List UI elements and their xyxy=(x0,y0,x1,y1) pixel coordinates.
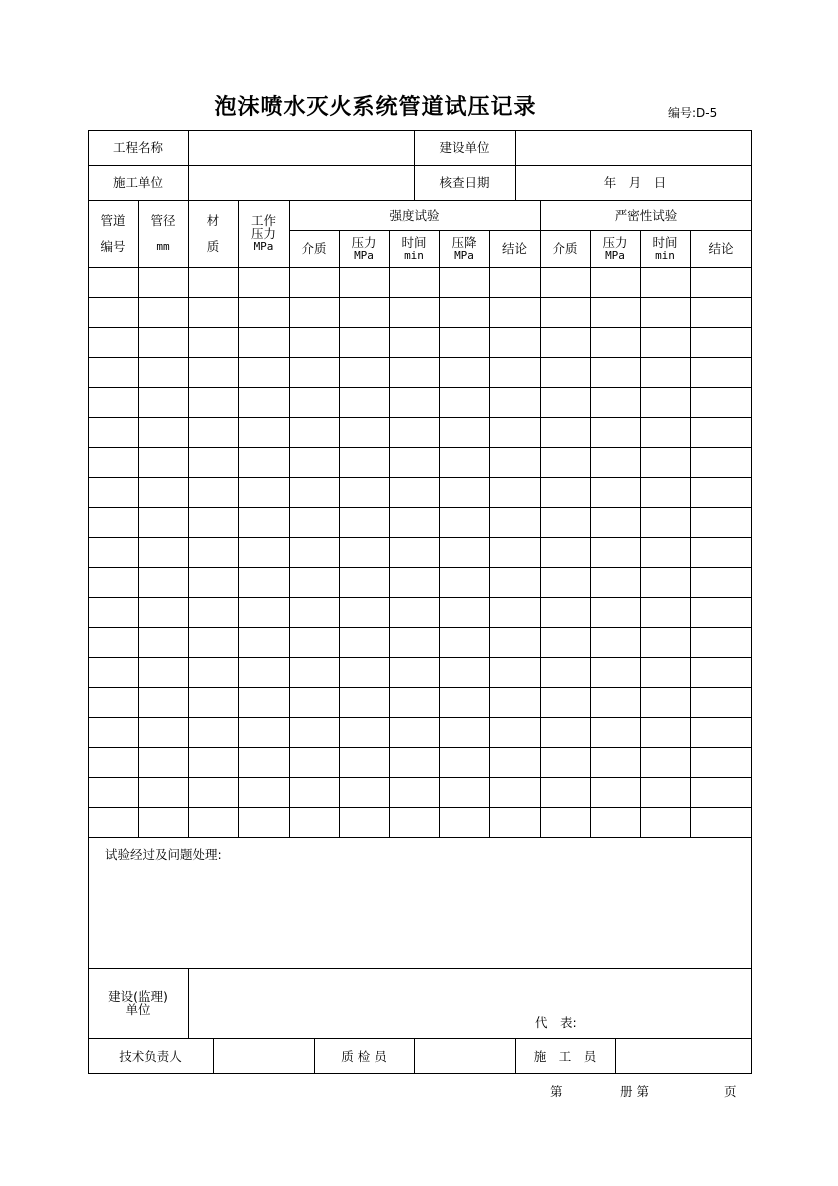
process-notes-label: 试验经过及问题处理: xyxy=(105,847,222,862)
col-divider xyxy=(489,230,490,837)
col-divider xyxy=(289,200,290,837)
strength-test-header: 强度试验 xyxy=(389,207,440,223)
strength-time-header-line2: min xyxy=(404,248,424,262)
tech-lead-signature[interactable] xyxy=(213,1038,314,1074)
col-divider xyxy=(590,230,591,837)
page-label: 页 xyxy=(724,1084,737,1099)
col-divider xyxy=(188,968,189,1038)
supervision-unit-label-line1: 建设(监理) xyxy=(108,989,168,1004)
volume-label-2: 册 第 xyxy=(620,1084,649,1099)
tech-lead-label: 技术负责人 xyxy=(119,1048,182,1064)
col-divider xyxy=(339,230,340,837)
inspector-label: 质 检 员 xyxy=(341,1048,387,1064)
strength-pressure-header-line1: 压力 xyxy=(351,234,377,250)
tightness-time-header xyxy=(640,230,690,267)
strength-pressure-header xyxy=(339,230,389,267)
worker-signature[interactable] xyxy=(615,1038,752,1074)
contractor-label: 施工单位 xyxy=(112,175,163,190)
worker-label: 施 工 员 xyxy=(533,1048,597,1064)
diameter-header xyxy=(138,200,188,267)
diameter-header-line2: mm xyxy=(156,239,170,253)
inspector-signature[interactable] xyxy=(414,1038,515,1074)
diameter-header-line1: 管径 xyxy=(150,212,176,228)
strength-conclusion-header: 结论 xyxy=(501,241,527,256)
supervision-unit-label-line2: 单位 xyxy=(125,1002,151,1017)
col-divider xyxy=(640,230,641,837)
strength-time-header xyxy=(389,230,439,267)
representative-signature-area[interactable] xyxy=(590,1008,745,1034)
col-divider xyxy=(238,200,239,837)
material-header-line1: 材 xyxy=(206,212,220,228)
project-name-value[interactable] xyxy=(188,130,414,165)
tightness-time-header-line2: min xyxy=(655,248,675,262)
strength-drop-header-line2: MPa xyxy=(454,248,474,262)
tightness-pressure-header xyxy=(590,230,640,267)
supervision-unit-label xyxy=(88,968,188,1038)
representative-label: 代 表: xyxy=(535,1015,577,1030)
volume-label-1: 第 xyxy=(550,1084,563,1099)
col-divider xyxy=(439,230,440,837)
work-pressure-header-line3: MPa xyxy=(253,240,274,253)
material-header-line2: 质 xyxy=(206,238,220,254)
process-notes-area[interactable] xyxy=(89,866,751,967)
strength-time-header-line1: 时间 xyxy=(401,234,427,250)
tightness-pressure-header-line1: 压力 xyxy=(602,234,628,250)
tightness-medium-header: 介质 xyxy=(552,241,578,256)
col-divider xyxy=(138,200,139,837)
page-title: 泡沫喷水灭火系统管道试压记录 xyxy=(214,95,537,120)
work-pressure-header xyxy=(238,200,289,267)
check-date-value[interactable]: 年 月 日 xyxy=(603,175,667,190)
col-divider xyxy=(540,200,541,837)
strength-drop-header xyxy=(439,230,489,267)
pipe-no-header-line1: 管道 xyxy=(100,212,126,228)
tightness-time-header-line1: 时间 xyxy=(652,234,678,250)
work-pressure-header-line1: 工作 xyxy=(250,213,276,228)
tightness-conclusion-header: 结论 xyxy=(708,241,734,256)
work-pressure-header-line2: 压力 xyxy=(250,226,276,241)
material-header xyxy=(188,200,238,267)
row-divider xyxy=(88,837,752,838)
check-date-label: 核查日期 xyxy=(439,175,490,190)
col-divider xyxy=(389,230,390,837)
tightness-pressure-header-line2: MPa xyxy=(605,248,625,262)
pipe-no-header-line2: 编号 xyxy=(100,238,126,254)
construction-unit-value[interactable] xyxy=(515,130,752,165)
col-divider xyxy=(188,200,189,837)
project-name-label: 工程名称 xyxy=(112,140,163,155)
contractor-value[interactable] xyxy=(188,165,414,200)
strength-medium-header: 介质 xyxy=(301,241,327,256)
construction-unit-label: 建设单位 xyxy=(439,140,490,155)
tightness-test-header: 严密性试验 xyxy=(614,207,678,223)
strength-pressure-header-line2: MPa xyxy=(354,248,374,262)
form-code: 编号:D-5 xyxy=(668,106,718,120)
strength-drop-header-line1: 压降 xyxy=(451,234,477,250)
col-divider xyxy=(690,230,691,837)
pipe-no-header xyxy=(88,200,138,267)
